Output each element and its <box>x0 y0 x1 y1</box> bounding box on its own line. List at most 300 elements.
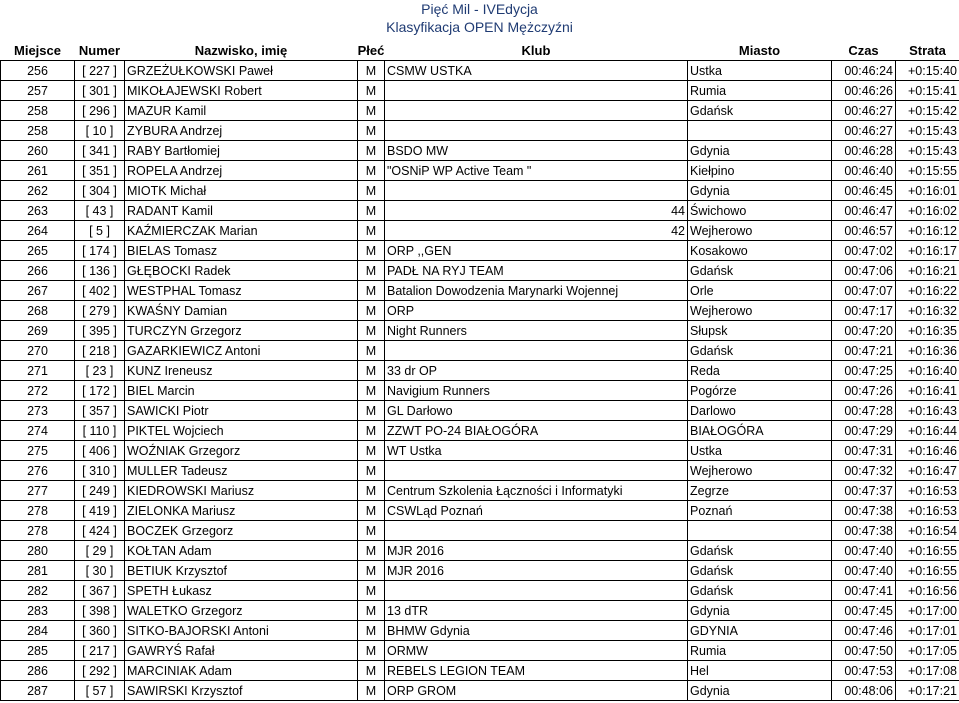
cell-number: [ 367 ] <box>75 581 125 601</box>
cell-gender: M <box>358 461 385 481</box>
cell-city: Słupsk <box>688 321 832 341</box>
cell-city: Zegrze <box>688 481 832 501</box>
table-row <box>1 401 959 421</box>
cell-club: 13 dTR <box>385 601 688 621</box>
cell-gender: M <box>358 81 385 101</box>
cell-time: 00:46:47 <box>832 201 896 221</box>
cell-number: [ 292 ] <box>75 661 125 681</box>
cell-gap: +0:17:21 <box>896 681 959 701</box>
table-row <box>1 261 959 281</box>
cell-place: 281 <box>1 561 75 581</box>
cell-club: 33 dr OP <box>385 361 688 381</box>
cell-time: 00:47:02 <box>832 241 896 261</box>
cell-gender: M <box>358 241 385 261</box>
cell-gap: +0:17:00 <box>896 601 959 621</box>
cell-gap: +0:16:55 <box>896 541 959 561</box>
cell-place: 265 <box>1 241 75 261</box>
cell-gap: +0:17:05 <box>896 641 959 661</box>
cell-number: [ 174 ] <box>75 241 125 261</box>
table-row <box>1 301 959 321</box>
cell-place: 270 <box>1 341 75 361</box>
cell-number: [ 301 ] <box>75 81 125 101</box>
cell-time: 00:47:25 <box>832 361 896 381</box>
cell-time: 00:47:38 <box>832 521 896 541</box>
cell-club: PADŁ NA RYJ TEAM <box>385 261 688 281</box>
table-row <box>1 221 959 241</box>
cell-name: SITKO-BAJORSKI Antoni <box>125 621 358 641</box>
cell-place: 258 <box>1 101 75 121</box>
cell-city: Gdańsk <box>688 541 832 561</box>
cell-name: MARCINIAK Adam <box>125 661 358 681</box>
cell-club: BSDO MW <box>385 141 688 161</box>
cell-number: [ 217 ] <box>75 641 125 661</box>
cell-gender: M <box>358 401 385 421</box>
cell-club: MJR 2016 <box>385 561 688 581</box>
table-row <box>1 81 959 101</box>
cell-city: Pogórze <box>688 381 832 401</box>
cell-name: MULLER Tadeusz <box>125 461 358 481</box>
cell-gender: M <box>358 641 385 661</box>
cell-gender: M <box>358 381 385 401</box>
cell-place: 263 <box>1 201 75 221</box>
cell-club: ORP GROM <box>385 681 688 701</box>
cell-name: ZIELONKA Mariusz <box>125 501 358 521</box>
cell-gender: M <box>358 481 385 501</box>
cell-gap: +0:15:55 <box>896 161 959 181</box>
cell-number: [ 279 ] <box>75 301 125 321</box>
table-row <box>1 461 959 481</box>
cell-name: TURCZYN Grzegorz <box>125 321 358 341</box>
cell-gender: M <box>358 181 385 201</box>
header-plec: Płeć <box>357 42 385 58</box>
cell-name: KAŹMIERCZAK Marian <box>125 221 358 241</box>
cell-club: WT Ustka <box>385 441 688 461</box>
cell-place: 286 <box>1 661 75 681</box>
cell-time: 00:47:28 <box>832 401 896 421</box>
page-subtitle: Klasyfikacja OPEN Mężczyźni <box>386 19 573 35</box>
cell-place: 283 <box>1 601 75 621</box>
cell-gender: M <box>358 361 385 381</box>
cell-time: 00:46:27 <box>832 121 896 141</box>
cell-time: 00:47:17 <box>832 301 896 321</box>
cell-city: Orle <box>688 281 832 301</box>
cell-club: ORP ,,GEN <box>385 241 688 261</box>
cell-name: BIEL Marcin <box>125 381 358 401</box>
cell-gap: +0:16:32 <box>896 301 959 321</box>
cell-place: 285 <box>1 641 75 661</box>
cell-club: 44 <box>385 201 688 221</box>
cell-club: Navigium Runners <box>385 381 688 401</box>
cell-city: GDYNIA <box>688 621 832 641</box>
cell-gap: +0:16:40 <box>896 361 959 381</box>
table-row <box>1 381 959 401</box>
cell-club <box>385 81 688 101</box>
cell-place: 261 <box>1 161 75 181</box>
cell-gap: +0:16:36 <box>896 341 959 361</box>
cell-time: 00:48:06 <box>832 681 896 701</box>
cell-place: 273 <box>1 401 75 421</box>
cell-time: 00:46:40 <box>832 161 896 181</box>
table-row <box>1 161 959 181</box>
cell-city: Poznań <box>688 501 832 521</box>
cell-name: RABY Bartłomiej <box>125 141 358 161</box>
cell-place: 266 <box>1 261 75 281</box>
cell-gap: +0:16:53 <box>896 501 959 521</box>
table-row <box>1 521 959 541</box>
cell-time: 00:46:45 <box>832 181 896 201</box>
cell-place: 275 <box>1 441 75 461</box>
cell-city: Gdynia <box>688 601 832 621</box>
cell-gap: +0:16:46 <box>896 441 959 461</box>
cell-place: 284 <box>1 621 75 641</box>
cell-time: 00:47:07 <box>832 281 896 301</box>
cell-city: Gdańsk <box>688 101 832 121</box>
cell-place: 269 <box>1 321 75 341</box>
cell-city: Gdynia <box>688 141 832 161</box>
cell-time: 00:47:40 <box>832 561 896 581</box>
table-row <box>1 421 959 441</box>
header-numer: Numer <box>78 42 121 58</box>
cell-place: 280 <box>1 541 75 561</box>
cell-city: Kosakowo <box>688 241 832 261</box>
cell-name: WALETKO Grzegorz <box>125 601 358 621</box>
cell-time: 00:46:28 <box>832 141 896 161</box>
cell-gender: M <box>358 661 385 681</box>
cell-place: 264 <box>1 221 75 241</box>
cell-number: [ 310 ] <box>75 461 125 481</box>
cell-city: Świchowo <box>688 201 832 221</box>
cell-city: Rumia <box>688 81 832 101</box>
cell-city: Gdańsk <box>688 261 832 281</box>
cell-gap: +0:17:08 <box>896 661 959 681</box>
cell-city: Darlowo <box>688 401 832 421</box>
cell-name: KUNZ Ireneusz <box>125 361 358 381</box>
cell-club <box>385 101 688 121</box>
cell-time: 00:47:50 <box>832 641 896 661</box>
cell-gap: +0:16:21 <box>896 261 959 281</box>
cell-name: SAWIRSKI Krzysztof <box>125 681 358 701</box>
cell-place: 272 <box>1 381 75 401</box>
cell-place: 267 <box>1 281 75 301</box>
page-title: Pięć Mil - IVEdycja <box>421 1 538 17</box>
cell-gender: M <box>358 121 385 141</box>
cell-place: 256 <box>1 61 75 81</box>
cell-club: ORP <box>385 301 688 321</box>
cell-gap: +0:16:01 <box>896 181 959 201</box>
cell-city: Rumia <box>688 641 832 661</box>
cell-name: ROPELA Andrzej <box>125 161 358 181</box>
cell-club: GL Darłowo <box>385 401 688 421</box>
cell-time: 00:47:45 <box>832 601 896 621</box>
table-row <box>1 561 959 581</box>
cell-club: CSMW USTKA <box>385 61 688 81</box>
cell-gap: +0:16:12 <box>896 221 959 241</box>
cell-number: [ 424 ] <box>75 521 125 541</box>
cell-name: PIKTEL Wojciech <box>125 421 358 441</box>
cell-gap: +0:15:43 <box>896 121 959 141</box>
cell-city: Reda <box>688 361 832 381</box>
cell-name: BIELAS Tomasz <box>125 241 358 261</box>
table-row <box>1 361 959 381</box>
cell-number: [ 249 ] <box>75 481 125 501</box>
cell-gender: M <box>358 201 385 221</box>
cell-name: KWAŚNY Damian <box>125 301 358 321</box>
table-row <box>1 201 959 221</box>
cell-gap: +0:16:53 <box>896 481 959 501</box>
cell-gender: M <box>358 101 385 121</box>
cell-gap: +0:16:17 <box>896 241 959 261</box>
table-row <box>1 181 959 201</box>
table-row <box>1 621 959 641</box>
cell-name: GRZEŻUŁKOWSKI Paweł <box>125 61 358 81</box>
table-body <box>1 61 959 701</box>
cell-number: [ 360 ] <box>75 621 125 641</box>
cell-number: [ 304 ] <box>75 181 125 201</box>
cell-gender: M <box>358 61 385 81</box>
cell-name: ZYBURA Andrzej <box>125 121 358 141</box>
header-nazwisko: Nazwisko, imię <box>194 42 288 58</box>
cell-time: 00:47:40 <box>832 541 896 561</box>
table-row <box>1 681 959 701</box>
table-row <box>1 101 959 121</box>
cell-club <box>385 581 688 601</box>
cell-gap: +0:15:43 <box>896 141 959 161</box>
cell-number: [ 419 ] <box>75 501 125 521</box>
cell-gender: M <box>358 581 385 601</box>
cell-number: [ 23 ] <box>75 361 125 381</box>
cell-gender: M <box>358 301 385 321</box>
cell-name: GAZARKIEWICZ Antoni <box>125 341 358 361</box>
cell-gender: M <box>358 421 385 441</box>
cell-number: [ 110 ] <box>75 421 125 441</box>
cell-club: "OSNiP WP Active Team " <box>385 161 688 181</box>
cell-name: BOCZEK Grzegorz <box>125 521 358 541</box>
results-table <box>0 40 959 701</box>
cell-club: MJR 2016 <box>385 541 688 561</box>
cell-club: Night Runners <box>385 321 688 341</box>
cell-name: KOŁTAN Adam <box>125 541 358 561</box>
cell-gender: M <box>358 561 385 581</box>
cell-number: [ 136 ] <box>75 261 125 281</box>
cell-club: Batalion Dowodzenia Marynarki Wojennej <box>385 281 688 301</box>
cell-gap: +0:16:35 <box>896 321 959 341</box>
table-header-row <box>1 40 959 61</box>
cell-city: Wejherowo <box>688 221 832 241</box>
header-klub: Klub <box>521 42 551 58</box>
cell-number: [ 10 ] <box>75 121 125 141</box>
cell-name: WESTPHAL Tomasz <box>125 281 358 301</box>
cell-city: Gdynia <box>688 181 832 201</box>
table-row <box>1 501 959 521</box>
cell-time: 00:47:32 <box>832 461 896 481</box>
cell-gap: +0:16:54 <box>896 521 959 541</box>
cell-number: [ 30 ] <box>75 561 125 581</box>
cell-number: [ 5 ] <box>75 221 125 241</box>
cell-name: RADANT Kamil <box>125 201 358 221</box>
cell-time: 00:46:57 <box>832 221 896 241</box>
header-czas: Czas <box>848 42 879 58</box>
table-row <box>1 61 959 81</box>
cell-city: Gdynia <box>688 681 832 701</box>
cell-place: 262 <box>1 181 75 201</box>
cell-gap: +0:16:47 <box>896 461 959 481</box>
cell-name: GŁĘBOCKI Radek <box>125 261 358 281</box>
header-miasto: Miasto <box>738 42 781 58</box>
table-row <box>1 121 959 141</box>
cell-time: 00:47:31 <box>832 441 896 461</box>
cell-gap: +0:16:55 <box>896 561 959 581</box>
cell-number: [ 218 ] <box>75 341 125 361</box>
cell-gap: +0:15:40 <box>896 61 959 81</box>
cell-number: [ 43 ] <box>75 201 125 221</box>
cell-gender: M <box>358 221 385 241</box>
cell-name: BETIUK Krzysztof <box>125 561 358 581</box>
cell-time: 00:47:53 <box>832 661 896 681</box>
cell-number: [ 402 ] <box>75 281 125 301</box>
cell-place: 268 <box>1 301 75 321</box>
header-strata: Strata <box>909 42 946 58</box>
cell-time: 00:47:29 <box>832 421 896 441</box>
cell-time: 00:47:38 <box>832 501 896 521</box>
cell-name: GAWRYŚ Rafał <box>125 641 358 661</box>
cell-place: 257 <box>1 81 75 101</box>
cell-name: KIEDROWSKI Mariusz <box>125 481 358 501</box>
table-row <box>1 341 959 361</box>
cell-place: 271 <box>1 361 75 381</box>
cell-gender: M <box>358 341 385 361</box>
cell-number: [ 29 ] <box>75 541 125 561</box>
cell-place: 278 <box>1 501 75 521</box>
table-row <box>1 541 959 561</box>
table-row <box>1 321 959 341</box>
cell-gender: M <box>358 601 385 621</box>
cell-gender: M <box>358 501 385 521</box>
cell-city: Kiełpino <box>688 161 832 181</box>
cell-gender: M <box>358 681 385 701</box>
cell-city <box>688 121 832 141</box>
cell-name: WOŹNIAK Grzegorz <box>125 441 358 461</box>
cell-number: [ 406 ] <box>75 441 125 461</box>
cell-name: SPETH Łukasz <box>125 581 358 601</box>
cell-number: [ 357 ] <box>75 401 125 421</box>
cell-time: 00:46:26 <box>832 81 896 101</box>
cell-city: Gdańsk <box>688 561 832 581</box>
cell-place: 276 <box>1 461 75 481</box>
cell-gap: +0:16:02 <box>896 201 959 221</box>
cell-number: [ 398 ] <box>75 601 125 621</box>
cell-city: Hel <box>688 661 832 681</box>
cell-gender: M <box>358 621 385 641</box>
table-row <box>1 601 959 621</box>
cell-gap: +0:16:56 <box>896 581 959 601</box>
cell-club <box>385 181 688 201</box>
cell-time: 00:46:24 <box>832 61 896 81</box>
page-header <box>0 0 959 36</box>
cell-city: Wejherowo <box>688 461 832 481</box>
cell-gender: M <box>358 541 385 561</box>
table-row <box>1 281 959 301</box>
cell-club: ORMW <box>385 641 688 661</box>
table-row <box>1 661 959 681</box>
cell-place: 277 <box>1 481 75 501</box>
cell-name: SAWICKI Piotr <box>125 401 358 421</box>
cell-place: 287 <box>1 681 75 701</box>
cell-gap: +0:16:44 <box>896 421 959 441</box>
cell-time: 00:47:06 <box>832 261 896 281</box>
cell-club <box>385 521 688 541</box>
cell-club <box>385 461 688 481</box>
cell-gap: +0:16:22 <box>896 281 959 301</box>
cell-place: 278 <box>1 521 75 541</box>
cell-city: Ustka <box>688 441 832 461</box>
cell-club: REBELS LEGION TEAM <box>385 661 688 681</box>
cell-city: BIAŁOGÓRA <box>688 421 832 441</box>
cell-city: Gdańsk <box>688 341 832 361</box>
cell-gap: +0:15:41 <box>896 81 959 101</box>
cell-number: [ 296 ] <box>75 101 125 121</box>
cell-time: 00:47:41 <box>832 581 896 601</box>
cell-name: MIKOŁAJEWSKI Robert <box>125 81 358 101</box>
cell-time: 00:47:21 <box>832 341 896 361</box>
cell-gender: M <box>358 441 385 461</box>
cell-club <box>385 121 688 141</box>
cell-gender: M <box>358 261 385 281</box>
cell-time: 00:47:37 <box>832 481 896 501</box>
cell-gender: M <box>358 521 385 541</box>
cell-place: 258 <box>1 121 75 141</box>
cell-place: 274 <box>1 421 75 441</box>
cell-gap: +0:16:43 <box>896 401 959 421</box>
cell-place: 260 <box>1 141 75 161</box>
cell-gender: M <box>358 141 385 161</box>
table-row <box>1 141 959 161</box>
table-row <box>1 581 959 601</box>
cell-club: ZZWT PO-24 BIAŁOGÓRA <box>385 421 688 441</box>
cell-number: [ 172 ] <box>75 381 125 401</box>
cell-name: MIOTK Michał <box>125 181 358 201</box>
cell-club: 42 <box>385 221 688 241</box>
cell-number: [ 341 ] <box>75 141 125 161</box>
cell-gap: +0:15:42 <box>896 101 959 121</box>
cell-time: 00:46:27 <box>832 101 896 121</box>
cell-gender: M <box>358 281 385 301</box>
cell-club: BHMW Gdynia <box>385 621 688 641</box>
cell-club: Centrum Szkolenia Łączności i Informatyki <box>385 481 688 501</box>
cell-gap: +0:17:01 <box>896 621 959 641</box>
cell-time: 00:47:20 <box>832 321 896 341</box>
cell-gender: M <box>358 321 385 341</box>
cell-number: [ 351 ] <box>75 161 125 181</box>
table-row <box>1 241 959 261</box>
table-row <box>1 481 959 501</box>
cell-city: Wejherowo <box>688 301 832 321</box>
cell-time: 00:47:46 <box>832 621 896 641</box>
cell-club: CSWLąd Poznań <box>385 501 688 521</box>
cell-city <box>688 521 832 541</box>
cell-number: [ 57 ] <box>75 681 125 701</box>
cell-place: 282 <box>1 581 75 601</box>
table-row <box>1 441 959 461</box>
cell-name: MAZUR Kamil <box>125 101 358 121</box>
cell-number: [ 395 ] <box>75 321 125 341</box>
table-row <box>1 641 959 661</box>
cell-time: 00:47:26 <box>832 381 896 401</box>
cell-city: Gdańsk <box>688 581 832 601</box>
cell-gap: +0:16:41 <box>896 381 959 401</box>
cell-city: Ustka <box>688 61 832 81</box>
cell-gender: M <box>358 161 385 181</box>
cell-number: [ 227 ] <box>75 61 125 81</box>
